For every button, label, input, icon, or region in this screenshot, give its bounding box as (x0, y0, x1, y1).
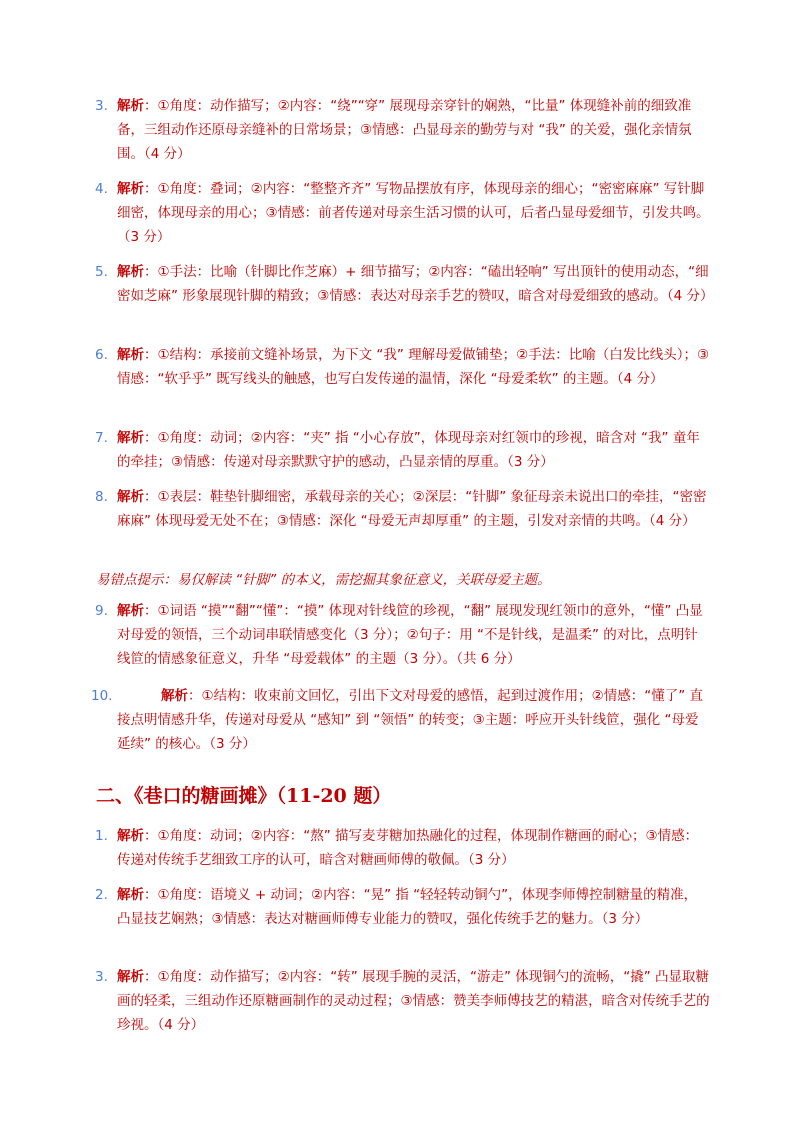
analysis-label: 解析 (117, 430, 144, 446)
analysis-text: ：①表层：鞋垫针脚细密，承载母亲的关心；②深层：“针脚” 象征母亲未说出口的牵挂，“密密麻麻” 体现母爱无处不在；③情感：深化 “母爱无声却厚重” 的主题，引发对亲情的共鸣。（4 分） (117, 489, 707, 529)
answer-item (95, 485, 710, 533)
analysis-text: ：①角度：动作描写；②内容：“绕”“穿” 展现母亲穿针的娴熟，“比量” 体现缝补前的细致准备，三组动作还原母亲缝补的日常场景；③情感：凸显母亲的勤劳与对 “我” 的关爱，强化亲情氛围。（4 分） (117, 98, 692, 162)
answer-item (95, 343, 710, 391)
answer-item (91, 684, 710, 756)
item-number: 9. (95, 603, 108, 619)
analysis-label: 解析 (117, 603, 144, 619)
item-content (95, 965, 710, 1037)
analysis-text: ：①角度：动作描写；②内容：“转” 展现手腕的灵活，“游走” 体现铜勺的流畅，“撬” 凸显取糖画的轻柔，三组动作还原糖画制作的灵动过程；③情感：赞美李师傅技艺的精湛，暗含对传统手艺的珍视。（4 分） (117, 969, 710, 1033)
analysis-label: 解析 (117, 181, 144, 197)
analysis-text: ：①角度：叠词；②内容：“整整齐齐” 写物品摆放有序，体现母亲的细心；“密密麻麻” 写针脚细密，体现母亲的用心；③情感：前者传递对母亲生活习惯的认可，后者凸显母爱细节，引发共鸣。（3 分） (117, 181, 710, 245)
item-number: 4. (95, 181, 108, 197)
analysis-text: ：①结构：收束前文回忆，引出下文对母爱的感悟，起到过渡作用；②情感：“懂了” 直接点明情感升华，传递对母爱从 “感知” 到 “领悟” 的转变；③主题：呼应开头针线笸，强化 “母爱延续” 的核心。（3 分） (117, 688, 703, 752)
analysis-text: ：①角度：动词；②内容：“熬” 描写麦芽糖加热融化的过程，体现制作糖画的耐心；③情感：传递对传统手艺细致工序的认可，暗含对糖画师傅的敬佩。（3 分） (117, 828, 699, 868)
analysis-label: 解析 (117, 264, 144, 280)
item-content (95, 599, 710, 671)
item-number: 10. (91, 688, 113, 704)
item-number: 1. (95, 828, 108, 844)
item-number: 2. (95, 887, 108, 903)
answer-item (95, 965, 710, 1037)
item-content (95, 260, 714, 308)
analysis-label: 解析 (117, 489, 144, 505)
section-heading: 二、《巷口的糖画摊》（11-20 题） (96, 785, 392, 807)
analysis-label: 解析 (117, 828, 144, 844)
error-tip: 易错点提示：易仅解读 “针脚” 的本义，需挖掘其象征意义，关联母爱主题。 (96, 572, 551, 588)
item-number: 6. (95, 347, 108, 363)
analysis-label: 解析 (117, 347, 144, 363)
item-content (95, 883, 710, 931)
answer-item (95, 824, 710, 872)
item-content (95, 824, 710, 872)
analysis-text: ：①结构：承接前文缝补场景，为下文 “我” 理解母爱做铺垫；②手法：比喻（白发比线头）；③情感：“软乎乎” 既写线头的触感，也写白发传递的温情，深化 “母爱柔软” 的主题。（4 分） (117, 347, 710, 387)
item-number: 3. (95, 969, 108, 985)
analysis-label: 解析 (117, 887, 144, 903)
item-content (95, 94, 710, 166)
analysis-text: ：①角度：语境义 + 动词；②内容：“晃” 指 “轻轻转动铜勺”，体现李师傅控制糖量的精准，凸显技艺娴熟；③情感：表达对糖画师傅专业能力的赞叹，强化传统手艺的魅力。（3 分） (117, 887, 698, 927)
analysis-text: ：①角度：动词；②内容：“夹” 指 “小心存放”，体现母亲对红领巾的珍视，暗含对 “我” 童年的牵挂；③情感：传递对母亲默默守护的感动，凸显亲情的厚重。（3 分） (117, 430, 700, 470)
item-content (95, 177, 710, 249)
item-content (95, 343, 710, 391)
analysis-text: ：①词语 “摸”“翻”“懂”：“摸” 体现对针线笸的珍视，“翻” 展现发现红领巾的意外，“懂” 凸显对母爱的领悟，三个动词串联情感变化（3 分）；②句子：用 “不是针线，是温柔” 的对比，点明针线笸的情感象征意义，升华 “母爱载体” 的主题（3 分）。（共 6 分） (117, 603, 703, 667)
answer-item (95, 94, 710, 166)
item-number: 5. (95, 264, 108, 280)
answer-item (95, 177, 710, 249)
answer-item (95, 883, 710, 931)
analysis-label: 解析 (117, 98, 144, 114)
item-content (95, 485, 710, 533)
answer-item (95, 426, 710, 474)
analysis-text: ：①手法：比喻（针脚比作芝麻）+ 细节描写；②内容：“磕出轻响” 写出顶针的使用动态，“细密如芝麻” 形象展现针脚的精致；③情感：表达对母亲手艺的赞叹，暗含对母爱细致的感动。（4 分） (117, 264, 714, 304)
analysis-label: 解析 (161, 688, 188, 704)
item-number: 3. (95, 98, 108, 114)
item-content (95, 426, 710, 474)
answer-item (95, 260, 714, 308)
item-number: 8. (95, 489, 108, 505)
answer-item (95, 599, 710, 671)
analysis-label: 解析 (117, 969, 144, 985)
item-content (95, 684, 710, 756)
item-number: 7. (95, 430, 108, 446)
